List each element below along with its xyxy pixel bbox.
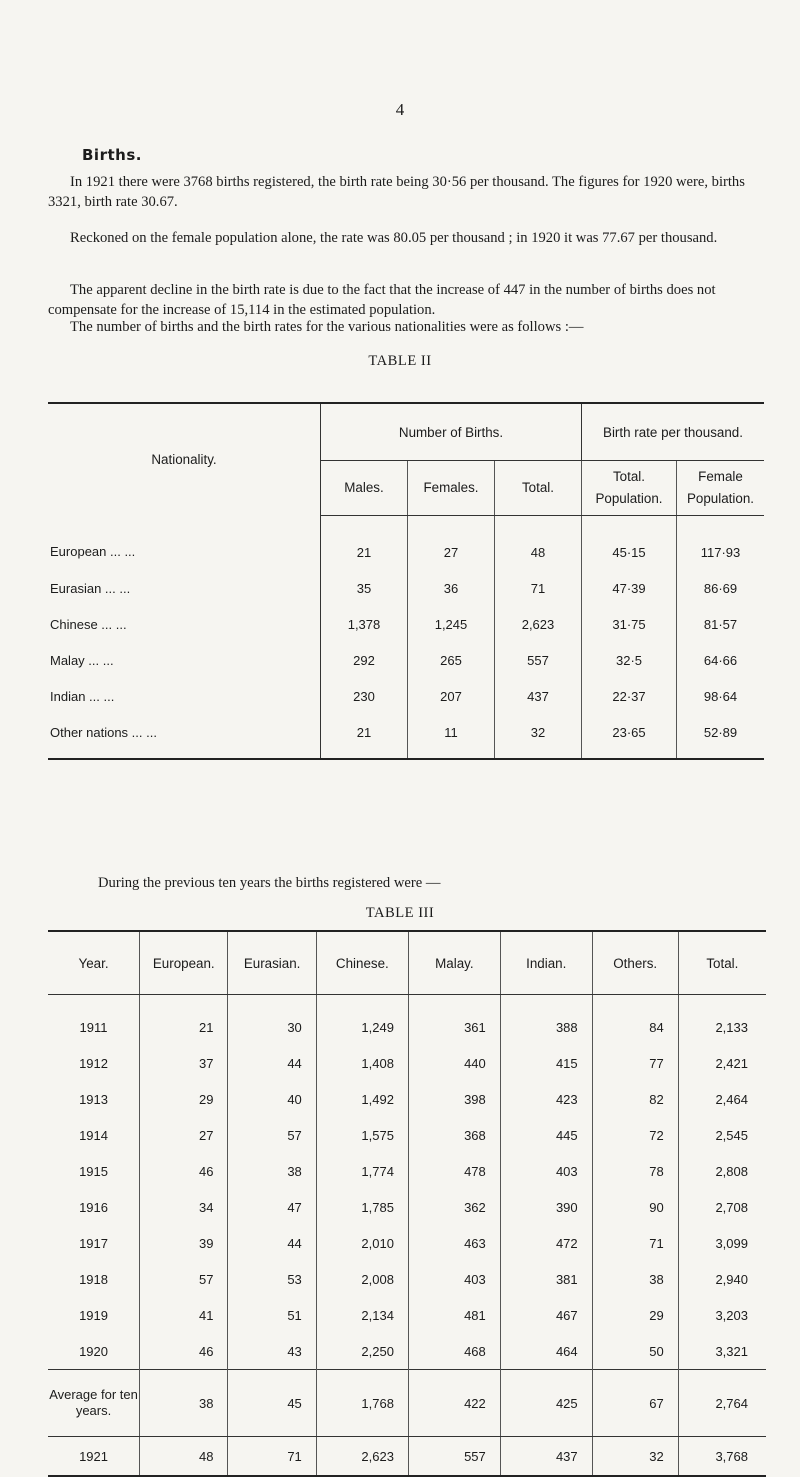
table3-cell-value: 423 [500, 1081, 592, 1117]
table3-cell-value: 2,008 [316, 1261, 408, 1297]
table3-cell-year: 1920 [48, 1333, 140, 1370]
table3-cell-value: 21 [140, 995, 228, 1046]
table3-cell-value: 2,545 [715, 1127, 748, 1143]
table3-header-indian: Indian. [500, 931, 592, 995]
table3-cell-value: 30 [228, 995, 316, 1046]
table3-cell-year: 1914 [48, 1117, 140, 1153]
table3-cell-value: 41 [140, 1297, 228, 1333]
table3-cell-value: 2,940 [715, 1271, 748, 1287]
table2-row [48, 642, 764, 678]
table2-cell-rate-female: 98·64 [703, 688, 738, 704]
table3-row [48, 1117, 766, 1153]
table2-cell-females: 265 [408, 642, 495, 678]
table3-cell-value: 84 [592, 995, 678, 1046]
header-total: Total. [495, 461, 582, 516]
table3-cell-value: 3,768 [715, 1448, 748, 1464]
table2-cell-nationality: Chinese ... ... [48, 606, 321, 642]
table3-cell-value: 46 [140, 1333, 228, 1370]
table3-cell-value: 43 [228, 1333, 316, 1370]
table2-cell-rate-total: 23·65 [582, 714, 677, 759]
table3-cell-year: 1917 [48, 1225, 140, 1261]
header-birth-rate: Birth rate per thousand. [582, 403, 765, 461]
table3-cell-value: 467 [500, 1297, 592, 1333]
table2-cell-females: 27 [408, 516, 495, 571]
table2-cell-females: 11 [408, 714, 495, 759]
table3-title: TABLE III [365, 905, 435, 921]
table3-cell-value: 1,249 [316, 995, 408, 1046]
table3-row [48, 1189, 766, 1225]
table3-cell-value: 77 [592, 1045, 678, 1081]
table3-cell-value: 71 [592, 1225, 678, 1261]
table3-cell-value: 472 [500, 1225, 592, 1261]
table3-cell-value: 403 [408, 1261, 500, 1297]
table2-cell-rate-total: 47·39 [582, 570, 677, 606]
table2-row [48, 714, 764, 759]
table2-cell-nationality: Malay ... ... [48, 642, 321, 678]
table3-cell-value: 72 [592, 1117, 678, 1153]
table3-cell-value: 1,774 [316, 1153, 408, 1189]
table3-cell-value: 3,099 [715, 1235, 748, 1251]
table2-cell-rate-female: 52·89 [703, 724, 738, 740]
header-total-population: Total. Population. [582, 461, 677, 516]
table2-cell-males: 21 [321, 714, 408, 759]
table2-cell-rate-female: 117·93 [700, 544, 741, 560]
table3-cell-value: 71 [228, 1437, 316, 1477]
table3-cell-value: 468 [408, 1333, 500, 1370]
table3-cell-value: 53 [228, 1261, 316, 1297]
table3-cell-value: 1,492 [316, 1081, 408, 1117]
table3-cell-year: 1919 [48, 1297, 140, 1333]
table3-cell-year: 1912 [48, 1045, 140, 1081]
table3-row [48, 1153, 766, 1189]
table2-cell-males: 21 [321, 516, 408, 571]
table3-cell-value: 57 [228, 1117, 316, 1153]
table2-cell-rate-female: 86·69 [703, 580, 738, 596]
table2-cell-males: 35 [321, 570, 408, 606]
table3-row [48, 1225, 766, 1261]
table3-cell-value: 44 [228, 1045, 316, 1081]
table2-cell-nationality: European ... ... [48, 516, 321, 571]
table3-row [48, 1081, 766, 1117]
table3-cell-value: 57 [140, 1261, 228, 1297]
header-number-of-births: Number of Births. [321, 403, 582, 461]
table3-cell-value: 437 [500, 1437, 592, 1477]
table3-cell-value: 29 [140, 1081, 228, 1117]
table2-cell-rate-female: 81·57 [703, 616, 738, 632]
births-by-year-table [48, 930, 766, 1477]
table3-cell-value: 38 [592, 1261, 678, 1297]
header-females: Females. [408, 461, 495, 516]
table2-cell-rate-total: 32·5 [582, 642, 677, 678]
table2-cell-females: 207 [408, 678, 495, 714]
table3-cell-value: 48 [140, 1437, 228, 1477]
table3-row [48, 995, 766, 1046]
header-female-population: Female Population. [677, 461, 765, 516]
table3-cell-value: 2,708 [715, 1199, 748, 1215]
table2-cell-nationality: Other nations ... ... [48, 714, 321, 759]
table3-cell-value: 390 [500, 1189, 592, 1225]
table2-cell-nationality: Indian ... ... [48, 678, 321, 714]
table3-header-total: Total. [678, 931, 766, 995]
table3-cell-year: 1915 [48, 1153, 140, 1189]
table2-cell-total: 2,623 [495, 606, 582, 642]
paragraph-female-rate: Reckoned on the female population alone, the rate was 80.05 per thousand ; in 1920 it was 77.67 per thousand. [70, 230, 718, 246]
table3-cell-value: 82 [592, 1081, 678, 1117]
table2-cell-rate-total: 31·75 [582, 606, 677, 642]
table3-cell-value: 403 [500, 1153, 592, 1189]
table2-row [48, 606, 764, 642]
table2-cell-nationality: Eurasian ... ... [48, 570, 321, 606]
table3-cell-value: 425 [500, 1370, 592, 1437]
table3-header-malay: Malay. [408, 931, 500, 995]
table3-cell-value: 388 [500, 995, 592, 1046]
table3-cell-value: 440 [408, 1045, 500, 1081]
table2-row [48, 570, 764, 606]
table3-cell-value: 3,321 [715, 1343, 748, 1359]
table3-cell-value: 34 [140, 1189, 228, 1225]
table2-cell-females: 1,245 [408, 606, 495, 642]
table3-row [48, 1261, 766, 1297]
table3-row [48, 1297, 766, 1333]
table3-cell-value: 368 [408, 1117, 500, 1153]
paragraph-previous-years: During the previous ten years the births registered were — [98, 875, 441, 891]
table3-row [48, 1045, 766, 1081]
table3-cell-value: 2,623 [316, 1437, 408, 1477]
table3-cell-value: 50 [592, 1333, 678, 1370]
table3-cell-value: 1,408 [316, 1045, 408, 1081]
table3-cell-value: 1,768 [316, 1370, 408, 1437]
table3-cell-value: 29 [592, 1297, 678, 1333]
births-by-nationality-table [48, 402, 764, 760]
table3-cell-value: 27 [140, 1117, 228, 1153]
table3-cell-value: 39 [140, 1225, 228, 1261]
table3-cell-value: 3,203 [715, 1307, 748, 1323]
table2-cell-males: 292 [321, 642, 408, 678]
table2-cell-total: 32 [495, 714, 582, 759]
table3-cell-year: 1913 [48, 1081, 140, 1117]
table2-cell-total: 71 [495, 570, 582, 606]
table3-header-european: European. [140, 931, 228, 995]
table3-cell-value: 2,250 [316, 1333, 408, 1370]
table3-cell-value: 45 [228, 1370, 316, 1437]
table2-cell-rate-female: 64·66 [703, 652, 738, 668]
table2-row [48, 678, 764, 714]
header-males: Males. [321, 461, 408, 516]
table2-row [48, 516, 764, 571]
table2-title: TABLE II [368, 353, 432, 369]
page-number: 4 [395, 100, 405, 119]
table3-cell-year: 1916 [48, 1189, 140, 1225]
table3-cell-value: 557 [408, 1437, 500, 1477]
table3-cell-year: Average for ten years. [48, 1370, 140, 1437]
table3-header-year: Year. [48, 931, 140, 995]
table3-cell-value: 40 [228, 1081, 316, 1117]
table3-header-eurasian: Eurasian. [228, 931, 316, 995]
table3-cell-value: 2,808 [715, 1163, 748, 1179]
table3-cell-value: 38 [228, 1153, 316, 1189]
table3-cell-value: 415 [500, 1045, 592, 1081]
table2-cell-total: 48 [495, 516, 582, 571]
table3-cell-value: 38 [140, 1370, 228, 1437]
paragraph-nationalities-intro: The number of births and the birth rates for the various nationalities were as follows :— [70, 319, 584, 335]
table2-cell-males: 1,378 [321, 606, 408, 642]
section-heading: Births. [82, 146, 142, 164]
table3-cell-value: 478 [408, 1153, 500, 1189]
table3-header-chinese: Chinese. [316, 931, 408, 995]
table2-cell-males: 230 [321, 678, 408, 714]
table3-cell-value: 67 [592, 1370, 678, 1437]
table2-cell-total: 557 [495, 642, 582, 678]
table3-cell-value: 51 [228, 1297, 316, 1333]
table3-cell-value: 47 [228, 1189, 316, 1225]
table3-cell-value: 381 [500, 1261, 592, 1297]
table3-cell-year: 1911 [48, 995, 140, 1046]
table3-cell-value: 1,785 [316, 1189, 408, 1225]
paragraph-birth-summary: In 1921 there were 3768 births registered, the birth rate being 30·56 per thousand. The figures for 1920 were, births 3321, birth rate 30.67. [48, 174, 745, 210]
table3-cell-value: 463 [408, 1225, 500, 1261]
table3-cell-value: 481 [408, 1297, 500, 1333]
table2-cell-total: 437 [495, 678, 582, 714]
table3-cell-value: 2,133 [715, 1019, 748, 1035]
table3-header-others: Others. [592, 931, 678, 995]
table3-cell-value: 362 [408, 1189, 500, 1225]
table3-cell-value: 2,764 [678, 1370, 766, 1437]
table3-row [48, 1333, 766, 1370]
table2-cell-females: 36 [408, 570, 495, 606]
table3-cell-value: 90 [592, 1189, 678, 1225]
table3-cell-value: 464 [500, 1333, 592, 1370]
table3-cell-value: 2,421 [715, 1055, 748, 1071]
table3-cell-value: 37 [140, 1045, 228, 1081]
header-nationality: Nationality. [48, 403, 321, 516]
paragraph-decline: The apparent decline in the birth rate is due to the fact that the increase of 447 in the number of births does not compensate for the increase of 15,114 in the estimated population. [48, 282, 716, 318]
table3-cell-value: 78 [592, 1153, 678, 1189]
table3-cell-value: 361 [408, 995, 500, 1046]
table3-row [48, 1370, 766, 1437]
table3-cell-value: 2,464 [715, 1091, 748, 1107]
table2-cell-rate-total: 45·15 [582, 516, 677, 571]
table3-cell-value: 398 [408, 1081, 500, 1117]
table3-cell-value: 2,134 [316, 1297, 408, 1333]
table3-cell-value: 1,575 [316, 1117, 408, 1153]
table3-cell-year: 1918 [48, 1261, 140, 1297]
table3-cell-value: 422 [408, 1370, 500, 1437]
table3-cell-year: 1921 [48, 1437, 140, 1477]
table3-cell-value: 46 [140, 1153, 228, 1189]
table3-cell-value: 2,010 [316, 1225, 408, 1261]
table3-cell-value: 32 [592, 1437, 678, 1477]
table3-cell-value: 44 [228, 1225, 316, 1261]
table3-cell-value: 445 [500, 1117, 592, 1153]
table2-cell-rate-total: 22·37 [582, 678, 677, 714]
table3-row [48, 1437, 766, 1477]
